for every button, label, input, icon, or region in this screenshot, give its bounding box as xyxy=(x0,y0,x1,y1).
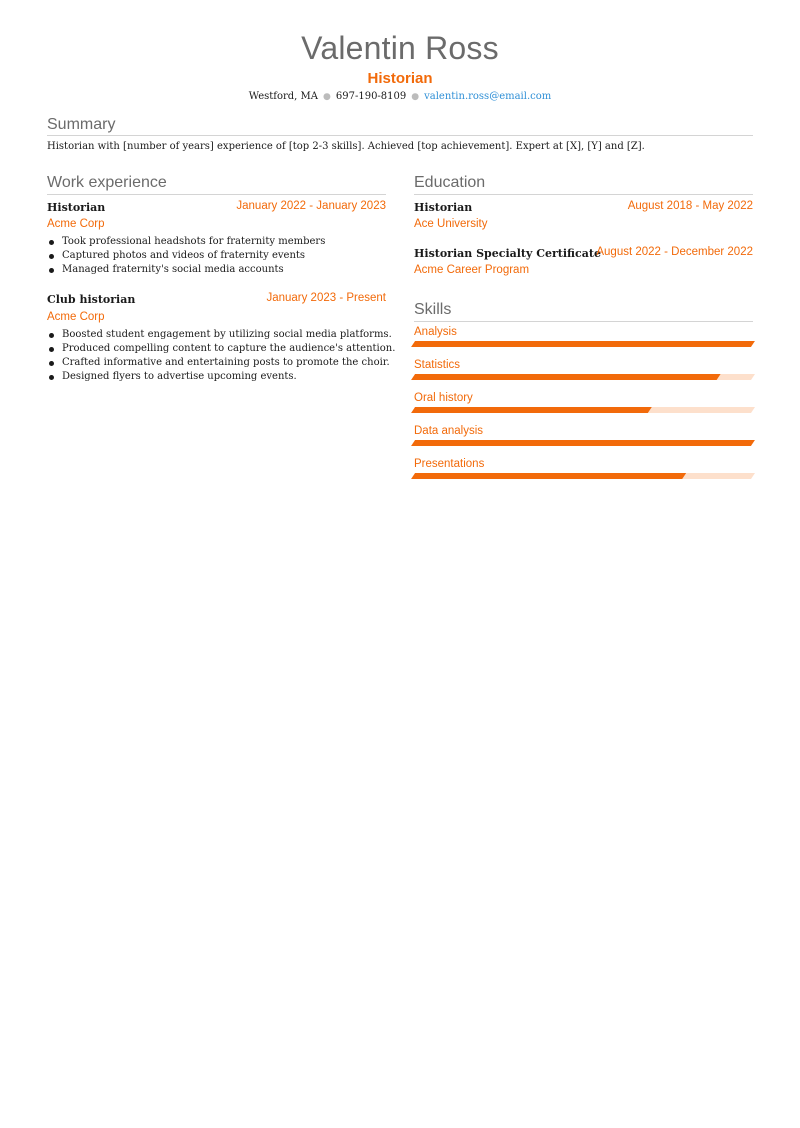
work-entry-title: Historian xyxy=(47,201,106,214)
skill-level-bar xyxy=(411,440,755,446)
list-item: Took professional headshots for fraternity members xyxy=(47,235,325,249)
summary-heading: Summary xyxy=(47,116,116,133)
contact-location: Westford, MA xyxy=(248,91,319,102)
candidate-role: Historian xyxy=(367,70,433,87)
education-entry-org: Acme Career Program xyxy=(414,264,530,276)
skill-level-bar xyxy=(411,473,755,479)
candidate-name: Valentin Ross xyxy=(301,30,499,66)
skills-heading: Skills xyxy=(414,301,452,318)
list-item: Crafted informative and entertaining posts to promote the choir. xyxy=(47,356,395,370)
skill-item xyxy=(414,425,755,455)
contact-phone: 697-190-8109 xyxy=(335,91,407,102)
education-entry-date: August 2018 - May 2022 xyxy=(627,200,753,212)
skill-level-fill xyxy=(411,407,652,413)
resume-page xyxy=(47,0,753,1128)
skill-item xyxy=(414,458,755,488)
summary-divider xyxy=(47,135,753,136)
skill-item xyxy=(414,392,755,422)
education-entry-title: Historian xyxy=(414,201,473,214)
contact-line xyxy=(47,91,753,102)
work-entry-bullets xyxy=(47,235,325,277)
skill-name: Presentations xyxy=(414,458,485,470)
skill-name: Statistics xyxy=(414,359,461,371)
skill-name: Analysis xyxy=(414,326,457,338)
skill-level-fill xyxy=(411,440,755,446)
skill-level-bar xyxy=(411,341,755,347)
work-entry-title: Club historian xyxy=(47,293,136,306)
skill-level-bar xyxy=(411,407,755,413)
work-entry-date: January 2022 - January 2023 xyxy=(236,200,386,212)
skill-level-bar xyxy=(411,374,755,380)
list-item: Boosted student engagement by utilizing social media platforms. xyxy=(47,328,395,342)
list-item: Captured photos and videos of fraternity events xyxy=(47,249,325,263)
separator-dot-icon: ● xyxy=(411,92,420,102)
skill-level-fill xyxy=(411,473,686,479)
education-entry-title: Historian Specialty Certificate xyxy=(414,247,601,260)
skill-item xyxy=(414,359,755,389)
work-entry-org: Acme Corp xyxy=(47,218,105,230)
education-entry-org: Ace University xyxy=(414,218,488,230)
skill-level-fill xyxy=(411,341,755,347)
list-item: Managed fraternity's social media accounts xyxy=(47,263,325,277)
work-entry-date: January 2023 - Present xyxy=(266,292,386,304)
education-divider xyxy=(414,194,753,195)
list-item: Produced compelling content to capture the audience's attention. xyxy=(47,342,395,356)
work-divider xyxy=(47,194,386,195)
education-heading: Education xyxy=(414,174,486,191)
skills-divider xyxy=(414,321,753,322)
separator-dot-icon: ● xyxy=(323,92,331,102)
skill-item xyxy=(414,326,755,356)
skill-name: Data analysis xyxy=(414,425,484,437)
work-heading: Work experience xyxy=(47,174,167,191)
work-entry-org: Acme Corp xyxy=(47,311,105,323)
skill-name: Oral history xyxy=(414,392,473,404)
skill-level-fill xyxy=(411,374,721,380)
list-item: Designed flyers to advertise upcoming events. xyxy=(47,370,395,384)
summary-text: Historian with [number of years] experience of [top 2-3 skills]. Achieved [top achievement]. Expert at [X], [Y] and [Z]. xyxy=(47,141,645,152)
contact-email-link[interactable]: valentin.ross@email.com xyxy=(424,91,552,102)
work-entry-bullets xyxy=(47,328,395,384)
education-entry-date: August 2022 - December 2022 xyxy=(596,246,753,258)
